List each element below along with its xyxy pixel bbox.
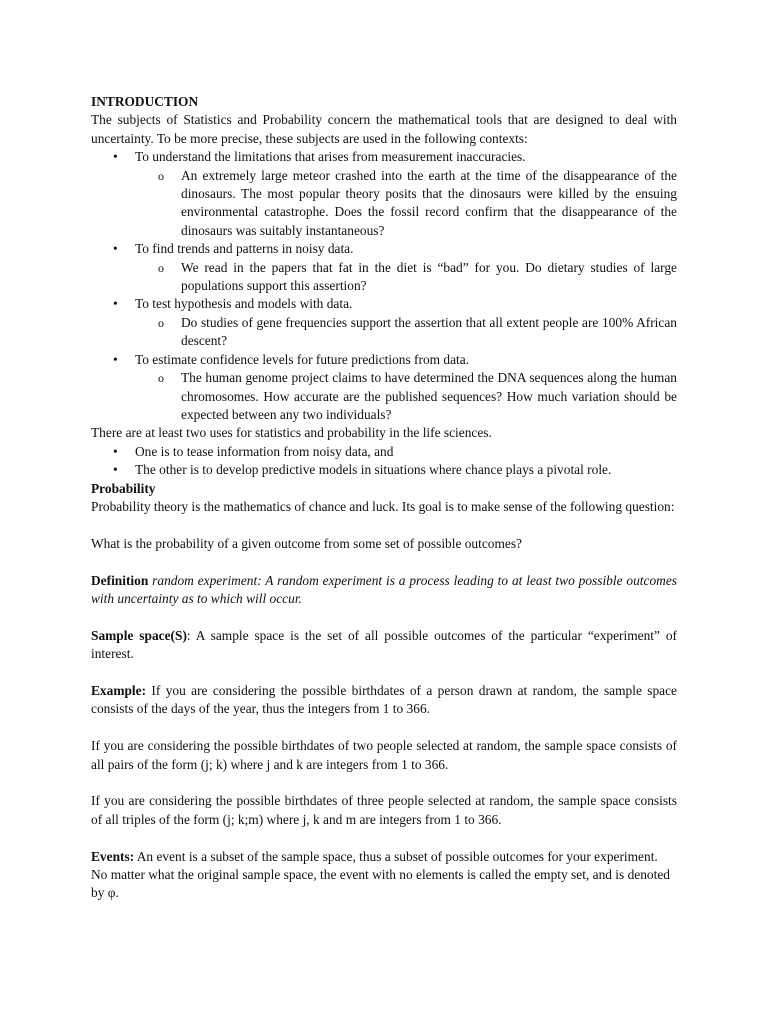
sub-list-item bbox=[135, 369, 677, 424]
bullet-icon: • bbox=[113, 462, 118, 478]
spacer bbox=[91, 553, 677, 571]
probability-paragraph: Probability theory is the mathematics of chance and luck. Its goal is to make sense of the following question: bbox=[91, 498, 675, 514]
bullet-icon: • bbox=[113, 149, 118, 165]
sub-list-item bbox=[135, 167, 677, 241]
circle-bullet-icon: o bbox=[158, 260, 164, 275]
sub-list-item bbox=[135, 259, 677, 296]
definition-text: random experiment: A random experiment is a process leading to at least two possible outcomes with uncertainty as to which will occur. bbox=[91, 572, 677, 606]
bullet-icon: • bbox=[113, 296, 118, 312]
two-people-paragraph: If you are considering the possible birthdates of two people selected at random, the sample space consists of all pairs of the form (j; k) where j and k are integers from 1 to 366. bbox=[91, 738, 677, 772]
list-item-text: To understand the limitations that arises from measurement inaccuracies. bbox=[135, 149, 526, 165]
circle-bullet-icon: o bbox=[158, 315, 164, 330]
list-item-text: To test hypothesis and models with data. bbox=[135, 296, 353, 312]
events-text: An event is a subset of the sample space, thus a subset of possible outcomes for your experiment. No matter what the original sample space, the event with no elements is called the empty set, and is denoted by φ. bbox=[91, 848, 670, 901]
definition-label: Definition bbox=[91, 572, 149, 588]
example-paragraph bbox=[91, 682, 677, 719]
list-item bbox=[91, 351, 677, 425]
definition-paragraph bbox=[91, 572, 677, 609]
sample-space-text: : A sample space is the set of all possible outcomes of the particular “experiment” of interest. bbox=[91, 627, 677, 662]
probability-question: What is the probability of a given outcome from some set of possible outcomes? bbox=[91, 535, 523, 551]
list-item bbox=[91, 148, 677, 240]
list-item-text: To estimate confidence levels for future predictions from data. bbox=[135, 351, 470, 367]
sub-list bbox=[135, 167, 677, 241]
sub-list-item-text: The human genome project claims to have determined the DNA sequences along the human chromosomes. How accurate are the published sequences? How much variation should be expected between any two individuals? bbox=[181, 370, 677, 422]
list-item-text: To find trends and patterns in noisy data. bbox=[135, 241, 354, 257]
sample-space-label: Sample space(S) bbox=[91, 627, 187, 643]
sub-list-item-text: An extremely large meteor crashed into the earth at the time of the disappearance of the dinosaurs. The most popular theory posits that the dinosaurs were killed by the ensuing environmental catastrophe. Does the fossil record confirm that the disappearance of the dinosaurs was suitably instantaneous? bbox=[181, 167, 677, 238]
uses-list bbox=[91, 443, 677, 480]
circle-bullet-icon: o bbox=[158, 168, 164, 183]
bullet-icon: • bbox=[113, 351, 118, 367]
sub-list bbox=[135, 259, 677, 296]
intro-paragraph: The subjects of Statistics and Probability concern the mathematical tools that are designed to deal with uncertainty. To be more precise, these subjects are used in the following contexts: bbox=[91, 112, 677, 146]
spacer bbox=[91, 664, 677, 682]
bullet-icon: • bbox=[113, 241, 118, 257]
sample-space-paragraph bbox=[91, 627, 677, 664]
sub-list bbox=[135, 314, 677, 351]
sub-list bbox=[135, 369, 677, 424]
events-label: Events: bbox=[91, 848, 135, 864]
three-people-paragraph: If you are considering the possible birthdates of three people selected at random, the sample space consists of all triples of the form (j; k;m) where j, k and m are integers from 1 to 366. bbox=[91, 793, 677, 827]
spacer bbox=[91, 774, 677, 792]
spacer bbox=[91, 719, 677, 737]
probability-heading: Probability bbox=[91, 480, 156, 496]
example-label: Example: bbox=[91, 682, 147, 698]
contexts-list bbox=[91, 148, 677, 424]
events-paragraph bbox=[91, 848, 677, 903]
document-page bbox=[91, 93, 677, 903]
list-item-text: One is to tease information from noisy data, and bbox=[135, 443, 394, 459]
intro-heading: INTRODUCTION bbox=[91, 94, 199, 109]
sub-list-item-text: Do studies of gene frequencies support the assertion that all extent people are 100% African descent? bbox=[181, 314, 677, 349]
list-item-text: The other is to develop predictive models in situations where chance plays a pivotal role. bbox=[135, 462, 612, 478]
list-item bbox=[91, 295, 677, 350]
uses-paragraph: There are at least two uses for statistics and probability in the life sciences. bbox=[91, 425, 492, 441]
spacer bbox=[91, 516, 677, 534]
list-item bbox=[91, 461, 677, 479]
spacer bbox=[91, 829, 677, 847]
example-text: If you are considering the possible birthdates of a person drawn at random, the sample space consists of the days of the year, thus the integers from 1 to 366. bbox=[91, 682, 677, 717]
sub-list-item bbox=[135, 314, 677, 351]
list-item bbox=[91, 240, 677, 295]
sub-list-item-text: We read in the papers that fat in the diet is “bad” for you. Do dietary studies of large populations support this assertion? bbox=[181, 259, 677, 294]
list-item bbox=[91, 443, 677, 461]
circle-bullet-icon: o bbox=[158, 371, 164, 386]
spacer bbox=[91, 608, 677, 626]
bullet-icon: • bbox=[113, 443, 118, 459]
